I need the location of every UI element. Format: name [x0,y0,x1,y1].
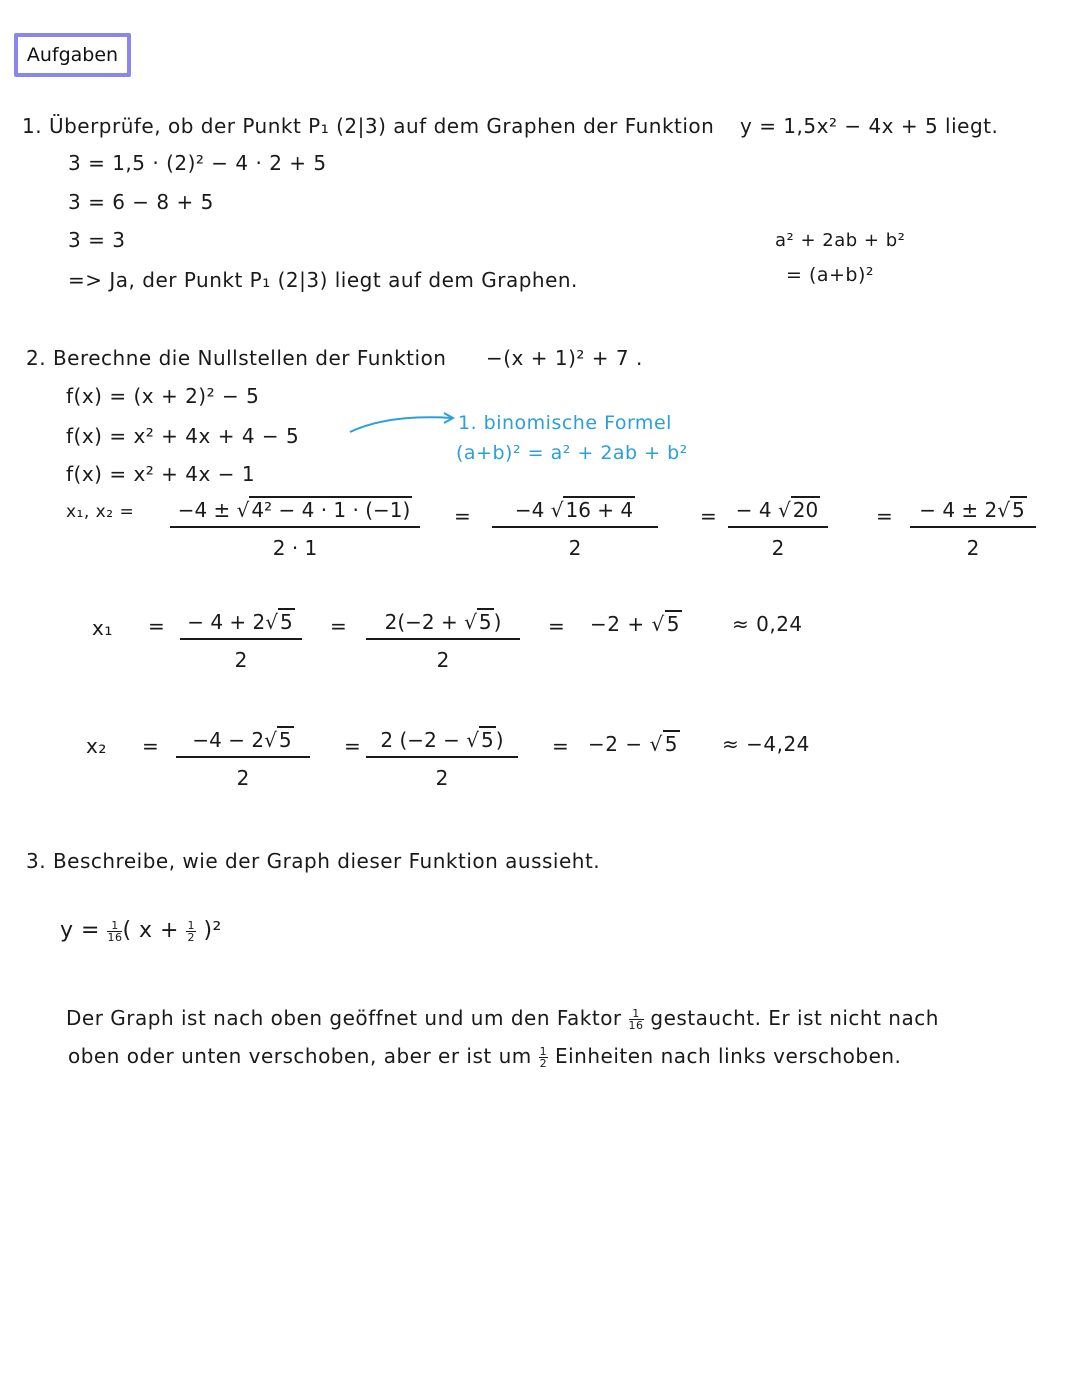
task1-step2: 3 = 6 − 8 + 5 [68,190,214,214]
task2-function: −(x + 1)² + 7 . [486,346,643,370]
task1-question: 1. Überprüfe, ob der Punkt P₁ (2|3) auf dem Graphen der Funktion [22,114,715,138]
binomial-note-formula: (a+b)² = a² + 2ab + b² [456,442,688,464]
task2-line1: f(x) = (x + 2)² − 5 [66,384,260,408]
x2-result: −2 − √ 5 [588,732,678,756]
task2-question: 2. Berechne die Nullstellen der Funktion [26,346,447,370]
task2-line3: f(x) = x² + 4x − 1 [66,462,256,486]
equals-sign: = [344,734,362,758]
x2-fraction-1: $\frac{-4 - 2√ 5}{2}$ [176,728,310,790]
quadratic-fraction-4: $\frac{- 4 \pm 2√ 5}{2}$ [910,498,1036,560]
task1-answer: => Ja, der Punkt P₁ (2|3) liegt auf dem Graphen. [68,268,578,292]
equals-sign: = [454,504,472,528]
x1-label: x₁ [92,616,113,640]
x12-label: x₁, x₂ = [66,502,135,522]
x1-fraction-2: $\frac{2(-2 + √ 5 )}{2}$ [366,610,520,672]
task1-step3: 3 = 3 [68,228,126,252]
equals-sign: = [148,614,166,638]
task3-answer-line1: Der Graph ist nach oben geöffnet und um den Faktor $\frac{1}{16}$ gestaucht. Er ist nicht nach [66,1006,939,1032]
x2-approx: ≈ −4,24 [722,732,810,756]
equals-sign: = [700,504,718,528]
equals-sign: = [876,504,894,528]
x1-fraction-1: $\frac{- 4 + 2√ 5}{2}$ [180,610,302,672]
task1-side-note-1: a² + 2ab + b² [775,230,906,251]
equals-sign: = [330,614,348,638]
equals-sign: = [142,734,160,758]
task3-question: 3. Beschreibe, wie der Graph dieser Funktion aussieht. [26,849,601,873]
task3-equation: y = $\frac{1}{16}$ ( x + $\frac{1}{2}$ )² [60,918,222,944]
note-arrow [348,412,458,436]
task3-answer-line2: oben oder unten verschoben, aber er ist um $\frac{1}{2}$ Einheiten nach links verschoben. [68,1044,902,1070]
quadratic-fraction-2: $\frac{-4 √ 16 + 4}{2}$ [492,498,658,560]
task1-step1: 3 = 1,5 · (2)² − 4 · 2 + 5 [68,151,327,175]
quadratic-fraction-1: $\frac{\text{−4 ± √ 4² − 4 · 1 · (−1)}}{2 \cdot 1}$ [170,498,420,560]
title-box [14,33,131,77]
x2-label: x₂ [86,734,107,758]
equals-sign: = [552,734,570,758]
task2-line2: f(x) = x² + 4x + 4 − 5 [66,424,300,448]
task1-function: y = 1,5x² − 4x + 5 liegt. [740,114,999,138]
equals-sign: = [548,614,566,638]
x1-approx: ≈ 0,24 [732,612,803,636]
quadratic-fraction-3: $\frac{- 4 √ 20}{2}$ [728,498,828,560]
binomial-note-title: 1. binomische Formel [458,412,672,434]
page-title: Aufgaben [26,44,119,66]
x2-fraction-2: $\frac{2 (-2 - √ 5 )}{2}$ [366,728,518,790]
x1-result: −2 + √ 5 [590,612,680,636]
task1-side-note-2: = (a+b)² [786,264,875,286]
